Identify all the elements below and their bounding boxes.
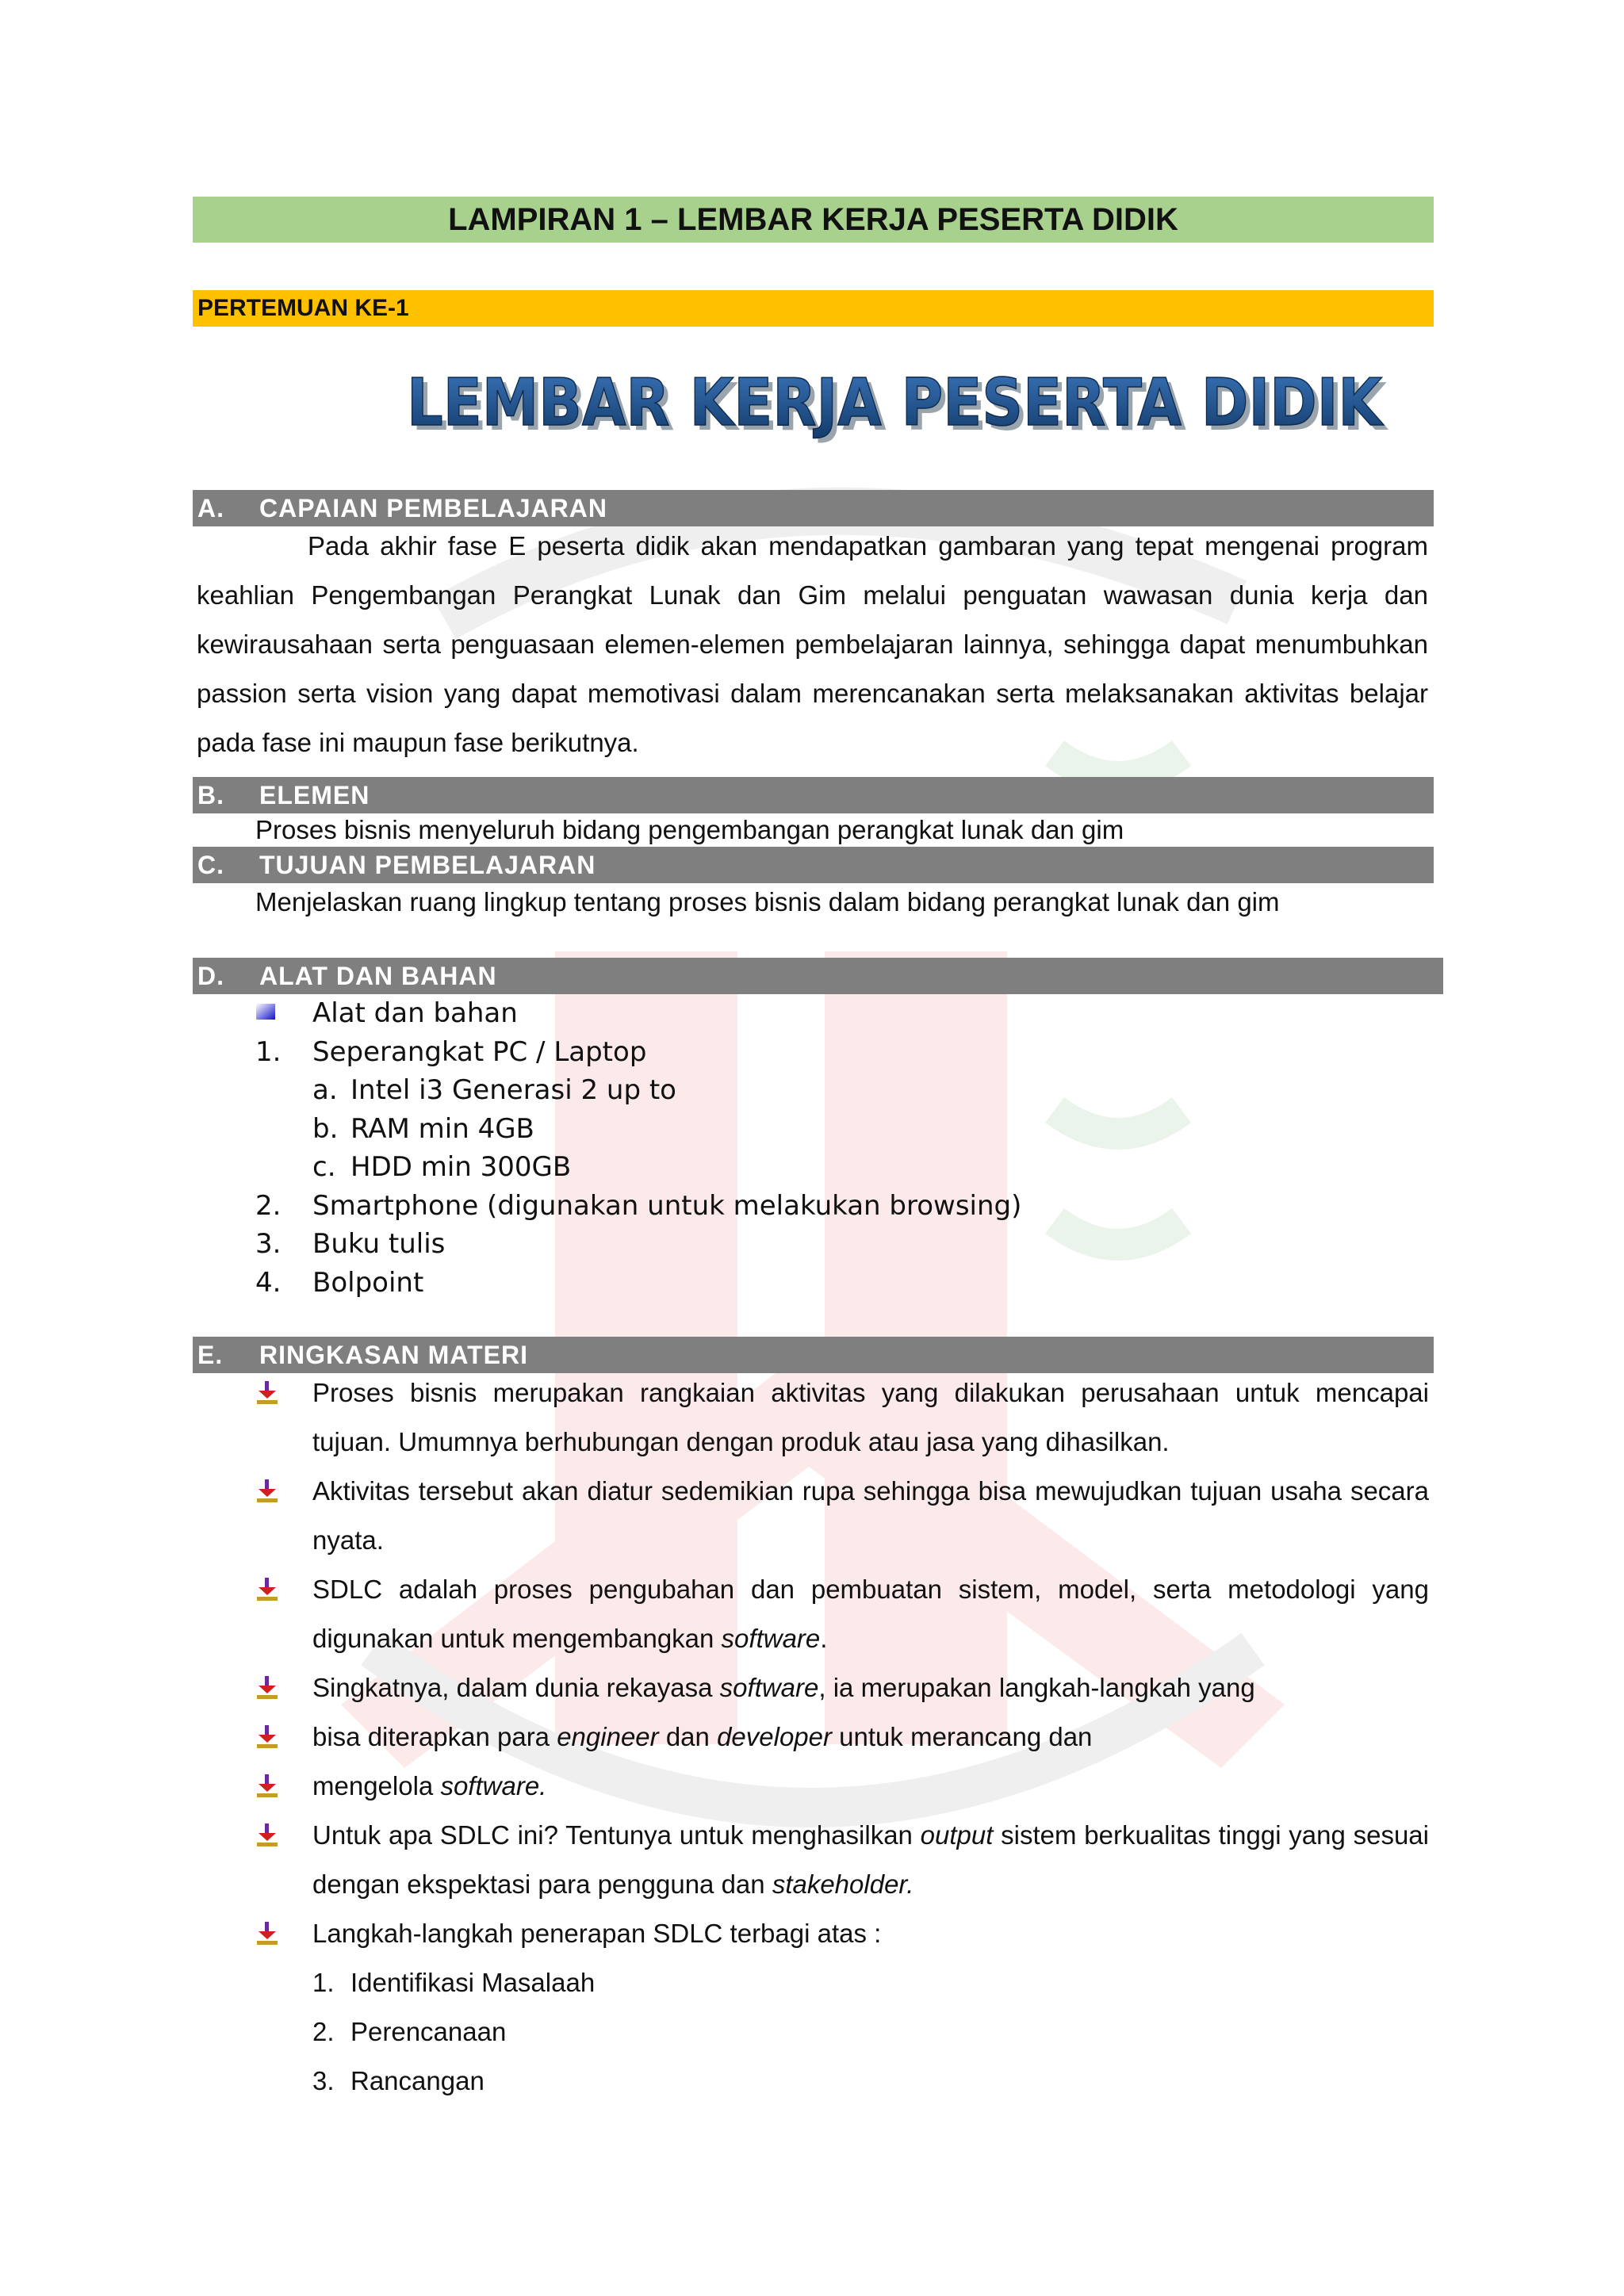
text-run: mengelola [312, 1771, 441, 1800]
alat-subnum: c. [312, 1151, 336, 1183]
section-e-letter: E. [197, 1340, 224, 1369]
summary-bullet-text [312, 1811, 1429, 1909]
summary-bullet-text [312, 1663, 1429, 1712]
step-num: 2. [312, 2017, 335, 2046]
section-a-text: Pada akhir fase E peserta didik akan mendapatkan gambaran yang tepat mengenai program keahlian Pengembangan Perangkat Lunak dan Gim melalui penguatan wawasan dunia kerja dan kewirausahaan serta penguasaan elemen-elemen pembelajaran lainnya, sehingga dapat menumbuhkan passion serta vision yang dapat memotivasi dalam merencanakan serta melaksanakan aktivitas belajar pada fase ini maupun fase berikutnya. [197, 531, 1428, 757]
text-run: , ia merupakan langkah-langkah yang [818, 1673, 1255, 1702]
text-run: SDLC adalah proses pengubahan dan pembuatan sistem, model, serta metodologi yang digunakan untuk mengembangkan [312, 1575, 1429, 1653]
section-b-text: Proses bisnis menyeluruh bidang pengembangan perangkat lunak dan gim [255, 815, 1124, 844]
italic-run: developer [717, 1722, 833, 1751]
arrow-bullet-icon [255, 1822, 279, 1849]
meeting-text: PERTEMUAN KE-1 [197, 295, 409, 321]
section-d-title: ALAT DAN BAHAN [259, 961, 497, 990]
alat-subnum: b. [312, 1113, 339, 1145]
step-text: Rancangan [350, 2066, 485, 2095]
wordart-heading [393, 363, 1400, 450]
arrow-bullet-icon [255, 1773, 279, 1800]
summary-bullet-text [312, 1565, 1429, 1663]
section-d-letter: D. [197, 961, 224, 990]
alat-heading: Alat dan bahan [312, 997, 518, 1029]
section-b-header [193, 777, 1434, 813]
section-b-title: ELEMEN [259, 780, 370, 809]
text-run: bisa diterapkan para [312, 1722, 557, 1751]
italic-run: engineer [557, 1722, 659, 1751]
italic-run: output [920, 1820, 994, 1850]
arrow-bullet-icon [255, 1576, 279, 1603]
section-c-letter: C. [197, 850, 224, 879]
section-a-title: CAPAIAN PEMBELAJARAN [259, 493, 607, 522]
step-num: 1. [312, 1968, 335, 1997]
alat-num: 2. [255, 1190, 282, 1222]
section-e-title: RINGKASAN MATERI [259, 1340, 528, 1369]
step-num: 3. [312, 2066, 335, 2095]
summary-bullet-text [312, 1712, 1429, 1762]
section-c-header [193, 847, 1434, 883]
arrow-bullet-icon [255, 1724, 279, 1751]
section-c-text: Menjelaskan ruang lingkup tentang proses bisnis dalam bidang perangkat lunak dan gim [255, 887, 1280, 916]
italic-run: stakeholder. [772, 1869, 914, 1899]
text-run: Singkatnya, dalam dunia rekayasa [312, 1673, 720, 1702]
step-text: Identifikasi Masalaah [350, 1968, 596, 1997]
step-text: Perencanaan [350, 2017, 507, 2046]
text-run: sistem berkualitas tinggi yang sesuai dengan ekspektasi para pengguna dan [312, 1820, 1429, 1899]
summary-bullet-text: Langkah-langkah penerapan SDLC terbagi atas : [312, 1919, 882, 1948]
alat-item: Seperangkat PC / Laptop [312, 1036, 647, 1068]
alat-item: Buku tulis [312, 1228, 446, 1260]
alat-num: 1. [255, 1036, 282, 1068]
summary-bullet-text [312, 1762, 1429, 1811]
alat-num: 4. [255, 1267, 282, 1299]
alat-subitem: Intel i3 Generasi 2 up to [350, 1074, 676, 1106]
section-a-letter: A. [197, 493, 224, 522]
text-run: . [820, 1624, 828, 1653]
text-run: Untuk apa SDLC ini? Tentunya untuk menghasilkan [312, 1820, 921, 1850]
italic-run: software [719, 1673, 819, 1702]
wordart-text: LEMBAR KERJA PESERTA DIDIK [407, 365, 1385, 441]
alat-item: Smartphone (digunakan untuk melakukan browsing) [312, 1190, 1022, 1222]
arrow-bullet-icon [255, 1674, 279, 1701]
summary-bullet-text: Aktivitas tersebut akan diatur sedemikian rupa sehingga bisa mewujudkan tujuan usaha secara nyata. [312, 1476, 1429, 1555]
section-b-letter: B. [197, 780, 224, 809]
section-c-title: TUJUAN PEMBELAJARAN [259, 850, 596, 879]
meeting-bar [193, 290, 1434, 327]
alat-subnum: a. [312, 1074, 338, 1106]
arrow-bullet-icon [255, 1478, 279, 1505]
title-bar [193, 197, 1434, 243]
text-run: dan [658, 1722, 718, 1751]
arrow-bullet-icon [255, 1920, 279, 1947]
svg-text:LEMBAR KERJA PESERTA DIDIK: LEMBAR KERJA PESERTA DIDIK [412, 370, 1390, 446]
title-text: LAMPIRAN 1 – LEMBAR KERJA PESERTA DIDIK [448, 201, 1178, 237]
italic-run: software [721, 1624, 821, 1653]
summary-bullet-text: Proses bisnis merupakan rangkaian aktivitas yang dilakukan perusahaan untuk mencapai tujuan. Umumnya berhubungan dengan produk atau jasa yang dihasilkan. [312, 1378, 1429, 1456]
italic-run: software. [440, 1771, 547, 1800]
alat-subitem: HDD min 300GB [350, 1151, 572, 1183]
section-d-header [193, 958, 1443, 994]
square-bullet-icon [255, 1003, 276, 1020]
alat-num: 3. [255, 1228, 282, 1260]
text-run: untuk merancang dan [832, 1722, 1093, 1751]
alat-item: Bolpoint [312, 1267, 424, 1299]
alat-subitem: RAM min 4GB [350, 1113, 534, 1145]
arrow-bullet-icon [255, 1380, 279, 1406]
